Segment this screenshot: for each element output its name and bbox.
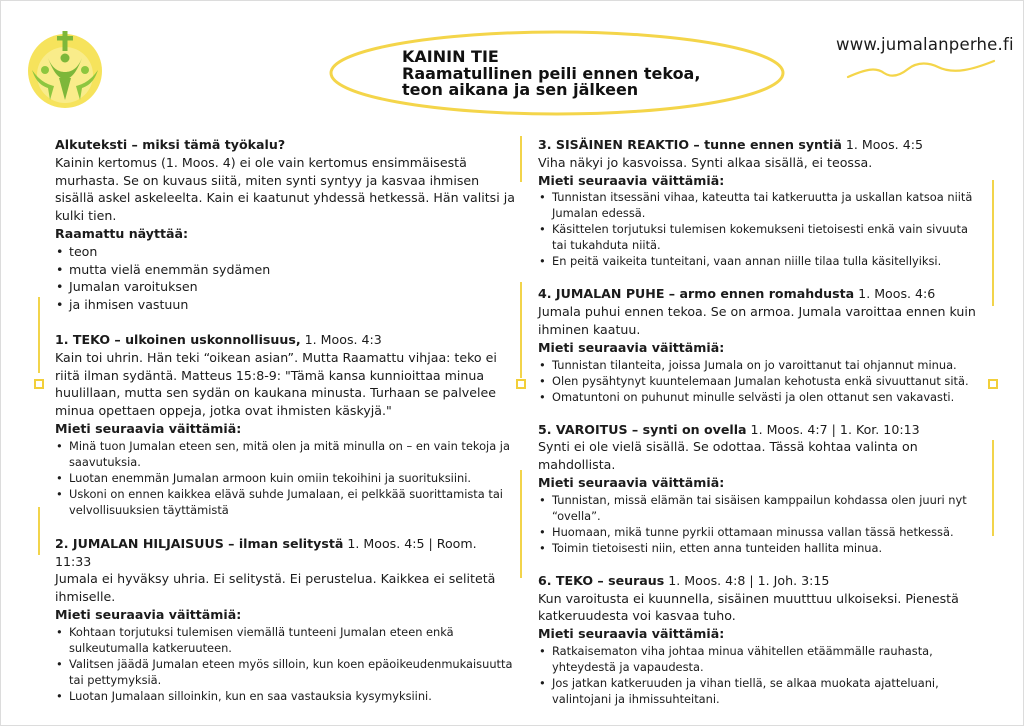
section-body: Jumala ei hyväksy uhria. Ei selitystä. Ei perustelua. Kaikkea ei selitetä ihmiselle.: [55, 571, 496, 605]
statement-list: [538, 357, 980, 405]
list-item: • Tunnistan itsessäni vihaa, kateutta tai katkeruutta ja uskallan katsoa niitä Jumalan edessä.: [538, 189, 980, 221]
statement-list: [55, 438, 515, 518]
statement-list: [538, 492, 980, 556]
list-item: • Toimin tietoisesti niin, etten anna tunteiden hallita minua.: [538, 540, 980, 556]
title-line-3: teon aikana ja sen jälkeen: [402, 80, 639, 99]
section-subheading: Mieti seuraavia väittämiä:: [538, 626, 725, 642]
section-body: Jumala puhui ennen tekoa. Se on armoa. Jumala varoittaa ennen kuin ihminen kaatuu.: [538, 304, 976, 337]
intro-section: [55, 136, 515, 314]
title-line-1: KAININ TIE: [402, 47, 499, 66]
section-title: [55, 535, 515, 571]
intro-heading: Alkuteksti – miksi tämä työkalu?: [55, 137, 286, 152]
section-title: [538, 421, 980, 439]
statement-list: [538, 189, 980, 269]
list-item: • Minä tuon Jumalan eteen sen, mitä olen ja mitä minulla on – en vain tekoja ja saavutuksia.: [55, 438, 515, 470]
list-item: • Omatuntoni on puhunut minulle selvästi ja olen ottanut sen vakavasti.: [538, 389, 980, 405]
section-1: [55, 331, 515, 518]
title-line-2: Raamatullinen peili ennen tekoa,: [402, 63, 701, 83]
section-subheading: Mieti seuraavia väittämiä:: [55, 606, 242, 622]
divider-bar: [520, 470, 522, 578]
list-item: • ja ihmisen vastuun: [55, 296, 515, 314]
website-link[interactable]: www.jumalanperhe.fi: [836, 35, 1014, 54]
list-item: • Uskoni on ennen kaikkea elävä suhde Jumalaan, ei pelkkää suorittamista tai velvollisuuksien täyttämistä: [55, 486, 515, 518]
intro-list: [55, 243, 515, 314]
section-title-text: 3. SISÄINEN REAKTIO – tunne ennen syntiä: [538, 137, 842, 152]
section-body: Kain toi uhrin. Hän teki “oikean asian”. Mutta Raamattu vihjaa: teko ei riitä ilman sydäntä. Matteus 15:8-9: "Tämä kansa kunnioittaa minua huulillaan, mutta sen sydän on kaukana minusta. Turhaan se palvelee minua opettaen oppeja, jotka ovat ihmisten käskyjä.": [55, 349, 497, 419]
swoosh-decoration: [846, 55, 996, 83]
bible-reference: 1. Moos. 4:3: [300, 331, 382, 347]
section-title-text: 6. TEKO – seuraus: [538, 572, 665, 588]
list-item: • Kohtaan torjutuksi tulemisen viemällä tunteeni Jumalan eteen enkä sulkeutumalla katkeruuteen.: [55, 624, 515, 656]
divider-bar: [520, 136, 522, 182]
section-title-text: 5. VAROITUS – synti on ovella: [538, 421, 747, 437]
list-item: • En peitä vaikeita tunteitani, vaan annan niille tilaa tulla käsitellyiksi.: [538, 253, 980, 269]
list-item: • Huomaan, mikä tunne pyrkii ottamaan minussa vallan tässä hetkessä.: [538, 524, 980, 540]
list-item: • Luotan enemmän Jumalan armoon kuin omiin tekoihini ja suorituksiini.: [55, 470, 515, 486]
intro-subheading: Raamattu näyttää:: [55, 225, 189, 241]
divider-dot: [988, 379, 998, 389]
list-item: • Tunnistan tilanteita, joissa Jumala on jo varoittanut tai ohjannut minua.: [538, 357, 980, 373]
divider-bar: [520, 282, 522, 378]
page-title: [402, 49, 772, 99]
section-title: [538, 136, 980, 154]
list-item: • mutta vielä enemmän sydämen: [55, 261, 515, 279]
list-item: • Olen pysähtynyt kuuntelemaan Jumalan kehotusta enkä sivuuttanut sitä.: [538, 373, 980, 389]
section-3: [538, 136, 980, 269]
divider-dot: [34, 379, 44, 389]
section-body: Viha näkyi jo kasvoissa. Synti alkaa sisällä, ei teossa.: [538, 154, 873, 170]
list-item: • teon: [55, 243, 515, 261]
divider-bar: [992, 440, 994, 536]
section-title-text: 1. TEKO – ulkoinen uskonnollisuus,: [55, 331, 301, 347]
section-subheading: Mieti seuraavia väittämiä:: [538, 474, 725, 490]
section-subheading: Mieti seuraavia väittämiä:: [55, 420, 242, 436]
section-2: [55, 535, 515, 704]
bible-reference: 1. Moos. 4:6: [854, 286, 936, 302]
section-5: [538, 421, 980, 556]
intro-body: Kainin kertomus (1. Moos. 4) ei ole vain kertomus ensimmäisestä murhasta. Se on kuvaus siitä, miten synti syntyy ja kasvaa ihmisen sisällä askel askeleelta. Kain ei kaatunut yhdessä hetkessä. Hän valitsi ja kulki tien.: [55, 154, 515, 224]
list-item: • Ratkaisematon viha johtaa minua vähitellen etäämmälle rauhasta, yhteydestä ja vapaudesta.: [538, 643, 980, 675]
section-body: Synti ei ole vielä sisällä. Se odottaa. Tässä kohtaa valinta on mahdollista.: [538, 439, 918, 473]
section-title-text: 2. JUMALAN HILJAISUUS – ilman selitystä: [55, 535, 344, 551]
divider-bar: [38, 507, 40, 555]
section-subheading: Mieti seuraavia väittämiä:: [538, 339, 725, 355]
statement-list: [538, 643, 980, 707]
divider-bar: [38, 297, 40, 373]
list-item: • Käsittelen torjutuksi tulemisen kokemukseni tietoisesti enkä vain sivuuta tai tukahduta niitä.: [538, 221, 980, 253]
section-title: [538, 572, 980, 590]
list-item: • Jos jatkan katkeruuden ja vihan tiellä, se alkaa muokata ajatteluani, valintojani ja ihmissuhteitani.: [538, 675, 980, 707]
section-4: [538, 285, 980, 404]
list-item: • Jumalan varoituksen: [55, 278, 515, 296]
section-title-text: 4. JUMALAN PUHE – armo ennen romahdusta: [538, 286, 855, 302]
left-column: [55, 136, 515, 719]
bible-reference: 1. Moos. 4:8 | 1. Joh. 3:15: [664, 572, 830, 588]
divider-bar: [992, 180, 994, 306]
section-title: [538, 285, 980, 303]
bible-reference: 1. Moos. 4:7 | 1. Kor. 10:13: [746, 421, 920, 437]
section-6: [538, 572, 980, 707]
bible-reference: 1. Moos. 4:5: [841, 137, 923, 152]
list-item: • Luotan Jumalaan silloinkin, kun en saa vastauksia kysymyksiini.: [55, 688, 515, 704]
list-item: • Valitsen jäädä Jumalan eteen myös silloin, kun koen epäoikeudenmukaisuutta tai pettymyksiä.: [55, 656, 515, 688]
statement-list: [55, 624, 515, 704]
section-subheading: Mieti seuraavia väittämiä:: [538, 172, 725, 188]
section-body: Kun varoitusta ei kuunnella, sisäinen muutttuu ulkoiseksi. Pienestä katkeruudesta voi kasvaa tuho.: [538, 590, 959, 624]
church-logo: [24, 28, 106, 108]
right-column: [538, 136, 980, 722]
list-item: • Tunnistan, missä elämän tai sisäisen kamppailun kohdassa olen juuri nyt “ovella”.: [538, 492, 980, 524]
section-title: [55, 331, 515, 349]
bible-reference: 1. Moos. 4:5 | Room. 11:33: [55, 535, 477, 569]
divider-dot: [516, 379, 526, 389]
